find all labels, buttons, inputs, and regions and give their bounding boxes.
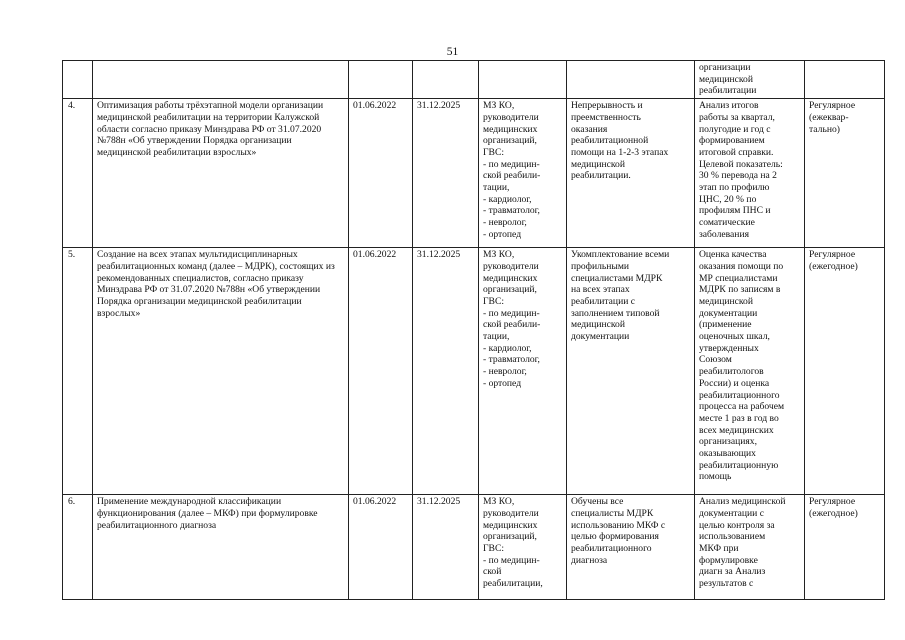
- text-line: - ортопед: [483, 228, 522, 240]
- table-row: [63, 99, 885, 248]
- text-line: оценочных шкал,: [699, 331, 770, 343]
- text-line: МЗ КО,: [483, 100, 515, 112]
- text-line: - кардиолог,: [483, 342, 532, 354]
- text-line: формулировке: [699, 554, 758, 566]
- cell-start: 01.06.2022: [349, 99, 413, 248]
- cell-num: 4.: [63, 99, 93, 248]
- text-line: - по медицин-: [483, 307, 540, 319]
- cell-end: 31.12.2025: [413, 99, 479, 248]
- text-line: - невролог,: [483, 217, 527, 229]
- text-line: Оценка качества: [699, 249, 767, 261]
- text-line: МЗ КО,: [483, 249, 515, 261]
- text-line: диагн за Анализ: [699, 566, 766, 578]
- text-line: преемственность: [571, 111, 641, 123]
- text-line: документации: [571, 331, 630, 343]
- text-line: руководители: [483, 507, 539, 519]
- cell-evaluation: [695, 99, 805, 248]
- text-line: тации,: [483, 182, 510, 194]
- text-line: организации: [699, 62, 751, 73]
- text-line: МДРК по записям в: [699, 284, 781, 296]
- text-line: помощь: [699, 471, 732, 483]
- text-line: медицинской: [699, 295, 753, 307]
- text-line: оказывающих: [699, 448, 756, 460]
- text-line: заполнением типовой: [571, 307, 660, 319]
- cell-evaluation: [695, 61, 805, 99]
- text-line: - кардиолог,: [483, 193, 532, 205]
- text-line: диагноза: [571, 554, 608, 566]
- text-line: - невролог,: [483, 366, 527, 378]
- cell-name: Применение международной классификации функционирования (далее – МКФ) при формулировке реабилитационного диагноза: [93, 495, 349, 600]
- text-line: работы за квартал,: [699, 111, 775, 123]
- text-line: Регулярное: [809, 100, 856, 112]
- text-line: специалисты МДРК: [571, 507, 654, 519]
- page-number: 51: [446, 46, 459, 58]
- cell-num: 6.: [63, 495, 93, 600]
- text-line: МР специалистами: [699, 272, 778, 284]
- text-line: использованию МКФ с: [571, 519, 666, 531]
- text-line: процесса на рабочем: [699, 401, 785, 413]
- text-line: ГВС:: [483, 146, 505, 158]
- text-line: реабилитационную: [699, 459, 779, 471]
- cell-end: 31.12.2025: [413, 248, 479, 495]
- cell-end: 31.12.2025: [413, 495, 479, 600]
- text-line: - травматолог,: [483, 354, 540, 366]
- text-line: Обучены все: [571, 496, 624, 508]
- text-line: оказания помощи по: [699, 260, 784, 272]
- text-line: заболевания: [699, 228, 749, 240]
- text-line: Анализ итогов: [699, 100, 759, 112]
- cell-frequency: [805, 495, 885, 600]
- text-line: медицинской: [699, 73, 753, 85]
- text-line: (ежегодное): [809, 260, 858, 272]
- text-line: медицинской: [571, 319, 625, 331]
- text-line: Регулярное: [809, 496, 856, 508]
- text-line: (ежегодное): [809, 507, 858, 519]
- text-line: специалистами МДРК: [571, 272, 663, 284]
- text-line: документации: [699, 307, 758, 319]
- cell-num: 5.: [63, 248, 93, 495]
- cell-name: Создание на всех этапах мультидисциплинарных реабилитационных команд (далее – МДРК), состоящих из рекомендованных специалистов, согласно приказу Минздрава РФ от 31.07.2020 №788н «Об утверждении Порядка организации медицинской реабилитации взрослых»: [93, 248, 349, 495]
- plan-table: [62, 60, 885, 600]
- text-line: - ортопед: [483, 377, 522, 389]
- cell-end: [413, 61, 479, 99]
- text-line: Анализ медицинской: [699, 496, 786, 508]
- text-line: России) и оценка: [699, 377, 770, 389]
- text-line: реабилитации с: [571, 295, 635, 307]
- cell-result: [567, 248, 695, 495]
- cell-frequency: [805, 99, 885, 248]
- text-line: Союзом: [699, 354, 732, 366]
- text-line: реабилитационного: [571, 542, 652, 554]
- text-line: - по медицин-: [483, 554, 540, 566]
- text-line: реабилитации: [699, 85, 757, 97]
- text-line: медицинской: [571, 158, 625, 170]
- cell-start: [349, 61, 413, 99]
- table-row: [63, 248, 885, 495]
- text-line: профилям ПНС и: [699, 205, 771, 217]
- text-line: использованием: [699, 531, 766, 543]
- text-line: реабилитации,: [483, 578, 543, 590]
- text-line: ской реабили-: [483, 319, 541, 331]
- cell-frequency: [805, 61, 885, 99]
- text-line: Непрерывность и: [571, 100, 643, 112]
- text-line: профильными: [571, 260, 630, 272]
- text-line: оказания: [571, 123, 608, 135]
- cell-result: [567, 99, 695, 248]
- text-line: Регулярное: [809, 249, 856, 261]
- text-line: организаций,: [483, 284, 537, 296]
- text-line: итоговой справки.: [699, 146, 774, 158]
- text-line: ской: [483, 566, 502, 578]
- text-line: формированием: [699, 135, 765, 147]
- text-line: МЗ КО,: [483, 496, 515, 508]
- text-line: (ежеквар-: [809, 111, 849, 123]
- text-line: медицинских: [483, 272, 538, 284]
- text-line: (применение: [699, 319, 752, 331]
- cell-result: [567, 495, 695, 600]
- text-line: 30 % перевода на 2: [699, 170, 777, 182]
- cell-responsible: [479, 248, 567, 495]
- text-line: утвержденных: [699, 342, 759, 354]
- cell-evaluation: [695, 248, 805, 495]
- cell-responsible: [479, 99, 567, 248]
- text-line: руководители: [483, 111, 539, 123]
- text-line: всех медицинских: [699, 424, 774, 436]
- text-line: результатов с: [699, 578, 754, 590]
- cell-frequency: [805, 248, 885, 495]
- text-line: организациях,: [699, 436, 757, 448]
- text-line: полугодие и год с: [699, 123, 771, 135]
- text-line: реабилитационной: [571, 135, 649, 147]
- text-line: реабилитационного: [699, 389, 780, 401]
- text-line: ГВС:: [483, 542, 505, 554]
- text-line: на всех этапах: [571, 284, 630, 296]
- cell-start: 01.06.2022: [349, 248, 413, 495]
- text-line: тации,: [483, 331, 510, 343]
- text-line: ской реабили-: [483, 170, 541, 182]
- cell-name: Оптимизация работы трёхэтапной модели организации медицинской реабилитации на территории Калужской области согласно приказу Минздрава РФ от 31.07.2020 №788н «Об утверждении Порядка организации медицинской реабилитации взрослых»: [93, 99, 349, 248]
- cell-result: [567, 61, 695, 99]
- text-line: ЦНС, 20 % по: [699, 193, 757, 205]
- text-line: реабилитации.: [571, 170, 631, 182]
- text-line: тально): [809, 123, 840, 135]
- text-line: этап по профилю: [699, 182, 770, 194]
- text-line: руководители: [483, 260, 539, 272]
- text-line: соматические: [699, 217, 755, 229]
- cell-name: [93, 61, 349, 99]
- cell-evaluation: [695, 495, 805, 600]
- text-line: организаций,: [483, 135, 537, 147]
- text-line: документации с: [699, 507, 764, 519]
- cell-num: [63, 61, 93, 99]
- text-line: месте 1 раз в год во: [699, 412, 779, 424]
- cell-start: 01.06.2022: [349, 495, 413, 600]
- text-line: ГВС:: [483, 295, 505, 307]
- text-line: помощи на 1-2-3 этапах: [571, 146, 669, 158]
- text-line: организаций,: [483, 531, 537, 543]
- text-line: медицинских: [483, 519, 538, 531]
- text-line: МКФ при: [699, 542, 739, 554]
- text-line: Укомплектование всеми: [571, 249, 670, 261]
- continuation-row: [63, 61, 885, 99]
- text-line: целью контроля за: [699, 519, 775, 531]
- cell-responsible: [479, 61, 567, 99]
- text-line: медицинских: [483, 123, 538, 135]
- text-line: целью формирования: [571, 531, 659, 543]
- text-line: реабилитологов: [699, 366, 764, 378]
- text-line: - по медицин-: [483, 158, 540, 170]
- table-row: [63, 495, 885, 600]
- text-line: Целевой показатель:: [699, 158, 783, 170]
- text-line: - травматолог,: [483, 205, 540, 217]
- cell-responsible: [479, 495, 567, 600]
